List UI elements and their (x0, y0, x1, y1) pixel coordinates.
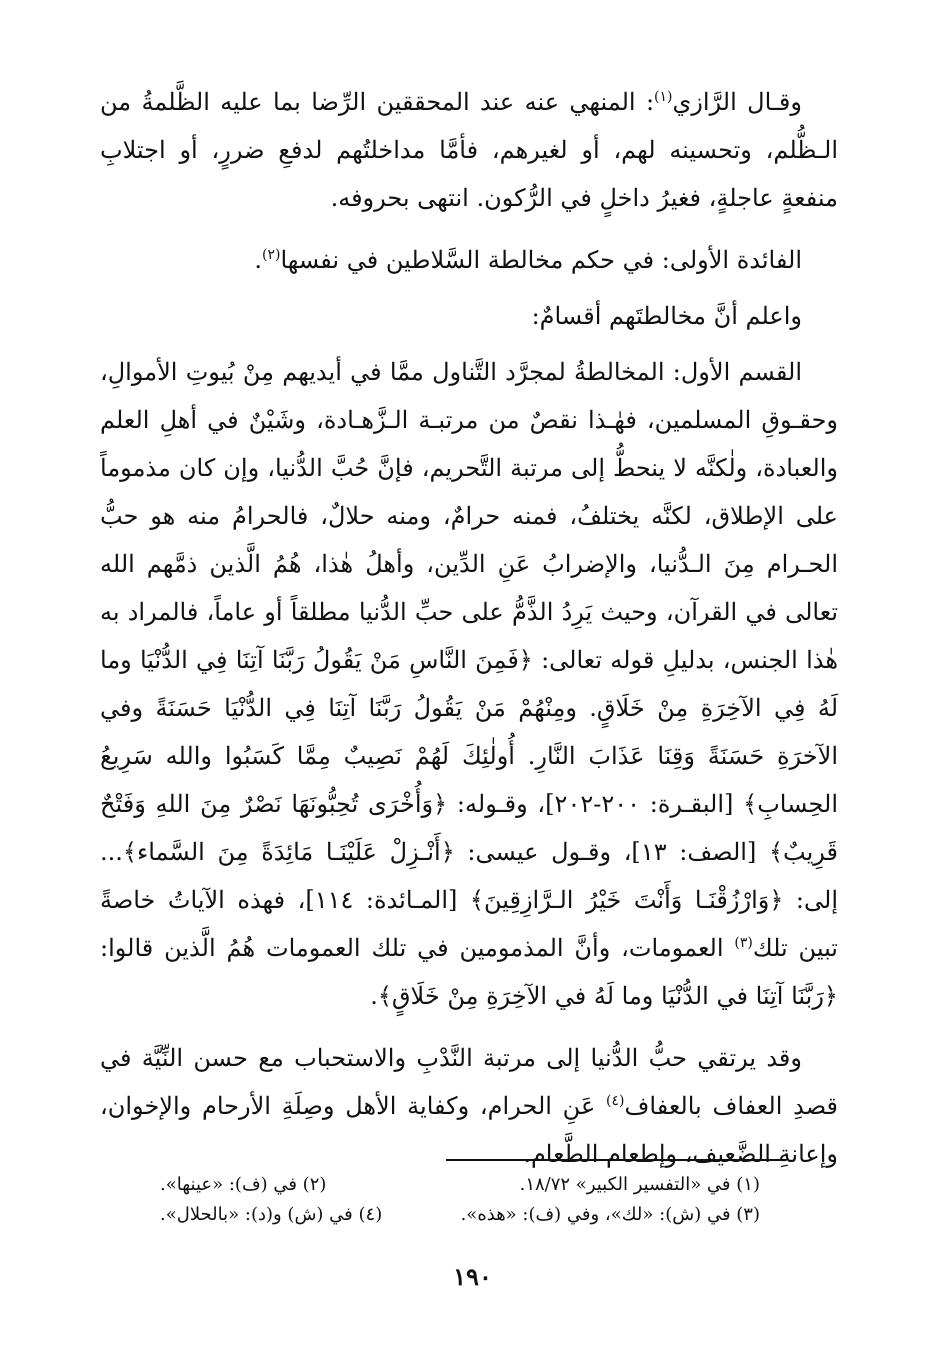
footnote-marker-3[interactable]: (٣) (734, 935, 753, 951)
paragraph-text: وقـال الرَّازي (672, 88, 802, 116)
footnote-2: (٢) في (ف): «عينها». (160, 1174, 327, 1195)
footnote-marker-4[interactable]: (٤) (606, 1093, 625, 1109)
paragraph-love-of-world (100, 1034, 838, 1178)
paragraph-text: عَنِ الحرام، وكفاية الأهل وصِلَةِ الأرحام والإخوان، وإعانةِ الضَّعيف، وإطعام الطَّعام. (100, 1092, 838, 1168)
footnote-4: (٤) في (ش) و(د): «بالحلال». (160, 1204, 383, 1225)
footnotes (160, 1170, 760, 1230)
paragraph-text: : المنهي عنه عند المحققين الرِّضا بما عليه الظَّلمةُ من الـظُّلم، وتحسينه لهم، أو لغيرهم، فأمَّا مداخلتُهم لدفعِ ضررٍ، أو اجتلابِ منفعةٍ عاجلةٍ، فغيرُ داخلٍ في الرُّكون. انتهى بحروفه. (100, 88, 838, 212)
paragraph-first-section (100, 348, 838, 1020)
footnote-marker-2[interactable]: (٢) (262, 247, 281, 263)
footnote-separator (446, 1159, 786, 1161)
paragraph-razi-quote (100, 78, 838, 222)
paragraph-text: العمومات، وأنَّ المذمومين في تلك العمومات هُمُ الَّذين قالوا: ﴿رَبَّنَا آتِنَا في الدُّنْيَا وما لَهُ في الآخِرَةِ مِنْ خَلَاقٍ﴾. (100, 934, 838, 1010)
footnote-row (160, 1200, 760, 1230)
paragraph-text: وقد يرتقي حبُّ الدُّنيا إلى مرتبة النَّدْبِ والاستحباب مع حسن النِّيَّة في قصدِ العفاف بالعفاف (100, 1044, 838, 1120)
footnote-row (160, 1170, 760, 1200)
paragraph-text: . (254, 246, 263, 274)
paragraph-sections-intro (100, 292, 838, 340)
page-number: ١٩٠ (453, 1262, 492, 1291)
footnote-3: (٣) في (ش): «لك»، وفي (ف): «هذه». (460, 1204, 760, 1225)
footnote-marker-1[interactable]: (١) (654, 89, 673, 105)
page-body (100, 78, 838, 1192)
footnote-1: (١) في «التفسير الكبير» ١٨/٧٢. (519, 1174, 760, 1195)
paragraph-text: واعلم أنَّ مخالطتَهم أقسامٌ: (531, 302, 802, 330)
paragraph-text: القسم الأول: المخالطةُ لمجرَّد التَّناول ممَّا في أيديهم مِنْ بُيوتِ الأموالِ، وحقـوقِ المسلمين، فهٰـذا نقصٌ من مرتبـة الـزَّهـادة، وشَيْنٌ في أهلِ العلم والعبادة، ولٰكنَّه لا ينحطُّ إلى مرتبة التَّحريم، فإنَّ حُبَّ الدُّنيا، وإن كان مذموماً على الإطلاق، لكنَّه يختلفُ، فمنه حرامٌ، ومنه حلالٌ، فالحرامُ منه هو حبُّ الحـرام مِنَ الـدُّنيا، والإضرابُ عَنِ الدِّين، وأهلُ هٰذا، هُمُ الَّذين ذمَّهم الله تعالى في القرآن، وحيث يَرِدُ الذَّمُّ على حبِّ الدُّنيا مطلقاً أو عاماً، فالمراد به هٰذا الجنس، بدليلِ قوله تعالى: ﴿فَمِنَ النَّاسِ مَنْ يَقُولُ رَبَّنَا آتِنَا فِي الدُّنْيَا وما لَهُ فِي الآخِرَةِ مِنْ خَلَاقٍ. ومِنْهُمْ مَنْ يَقُولُ رَبَّنَا آتِنَا فِي الدُّنْيَا حَسَنَةً وفي الآخرَةِ حَسَنَةً وَقِنَا عَذَابَ النَّارِ. أُولٰئِكَ لَهُمْ نَصِيبٌ مِمَّا كَسَبُوا والله سَرِيعُ الحِسابِ﴾ [البقـرة: ٢٠٠-٢٠٢]، وقـوله: ﴿وَأُخْرَى تُحِبُّونَهَا نَصْرٌ مِنَ اللهِ وَفَتْحٌ قَرِيبٌ﴾ [الصف: ١٣]، وقـول عيسى: ﴿أَنْـزِلْ عَلَيْنَـا مَائِدَةً مِنَ السَّماء﴾... إلى: ﴿وَارْزُقْنَـا وَأَنْتَ خَيْرُ الـرَّازِقِينَ﴾ [المـائدة: ١١٤]، فهذه الآياتُ خاصةً تبين تلك (100, 358, 838, 962)
paragraph-first-benefit (100, 236, 838, 284)
paragraph-text: الفائدة الأولى: في حكم مخالطة السَّلاطين في نفسها (280, 246, 802, 274)
